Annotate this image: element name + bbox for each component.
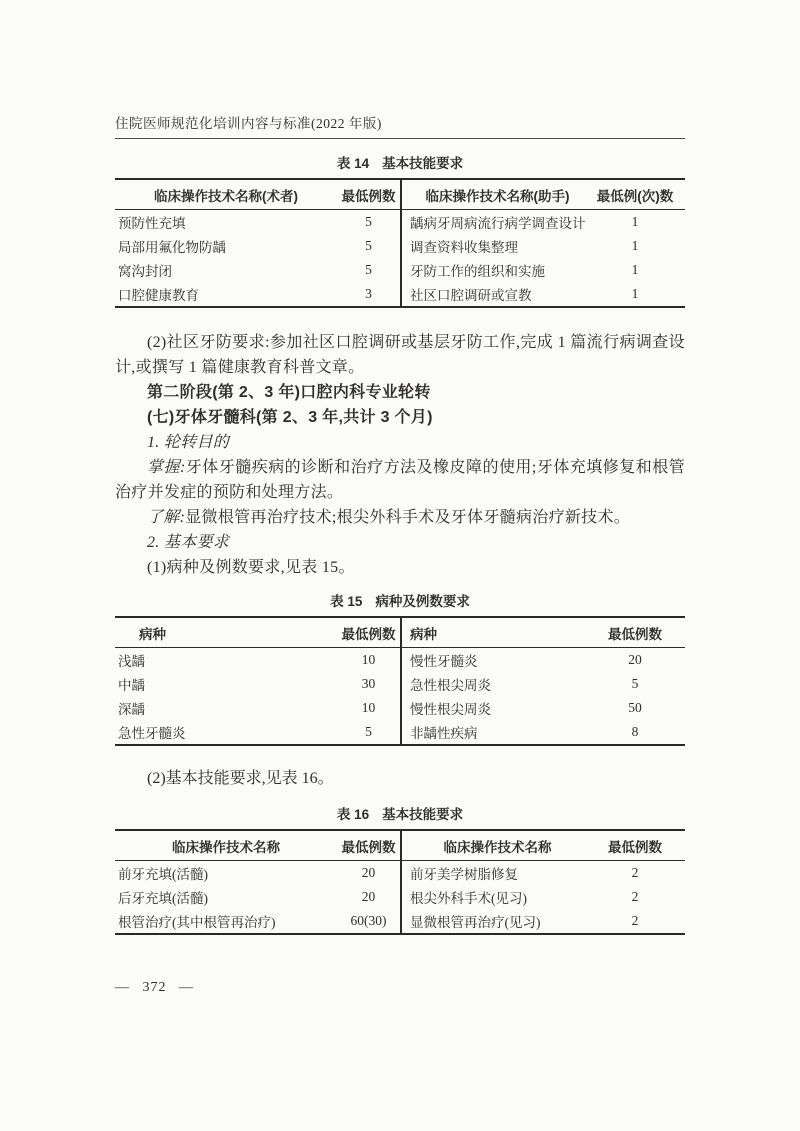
subheading-text: 1. 轮转目的 — [147, 434, 230, 451]
table-15-left-header-row — [115, 618, 400, 648]
table-cell: 10 — [361, 652, 376, 667]
table-row — [115, 648, 400, 672]
table-cell: 根尖外科手术(见习) — [410, 891, 527, 906]
table-row — [115, 861, 400, 885]
table-cell: 20 — [361, 889, 376, 904]
column-header: 临床操作技术名称(助手) — [425, 188, 570, 204]
heading-dept-endodontics — [115, 405, 685, 430]
table-row — [402, 885, 685, 909]
lead-in-master: 掌握: — [147, 459, 186, 476]
column-header: 最低例数 — [608, 626, 662, 642]
subheading-text: 2. 基本要求 — [147, 534, 230, 551]
paragraph-community-requirement — [115, 330, 685, 380]
paragraph-see-table-16 — [115, 766, 685, 791]
table-cell: 龋病牙周病流行病学调查设计 — [410, 216, 585, 231]
table-cell: 后牙充填(活髓) — [118, 891, 208, 906]
paragraph-master — [115, 455, 685, 505]
table-cell: 8 — [631, 724, 639, 739]
table-row — [115, 720, 400, 744]
table-cell: 20 — [361, 865, 376, 880]
table-row — [402, 720, 685, 744]
table-row — [115, 282, 400, 306]
table-cell: 浅龋 — [118, 654, 145, 669]
heading-text: 第二阶段(第 2、3 年)口腔内科专业轮转 — [147, 384, 431, 401]
table-14-caption — [115, 154, 685, 173]
running-head — [115, 114, 685, 139]
table-cell: 60(30) — [350, 913, 387, 928]
table-15-right-half — [400, 618, 685, 744]
table-cell: 前牙充填(活髓) — [118, 867, 208, 882]
paragraph-text: 显微根管再治疗技术;根尖外科手术及牙体牙髓病治疗新技术。 — [185, 509, 631, 526]
table-cell: 50 — [628, 700, 642, 715]
subheading-basic-requirements — [115, 530, 685, 555]
column-header: 最低例数 — [341, 188, 396, 204]
paragraph-text: 牙体牙髓疾病的诊断和治疗方法及橡皮障的使用;牙体充填修复和根管治疗并发症的预防和处理方法。 — [115, 459, 685, 501]
table-16-left-half — [115, 831, 400, 933]
heading-stage-2 — [115, 380, 685, 405]
table-cell: 5 — [365, 724, 372, 739]
table-row — [402, 282, 685, 306]
table-cell: 慢性根尖周炎 — [410, 702, 491, 717]
column-header: 临床操作技术名称 — [172, 839, 280, 855]
table-15-caption-label: 表 15 — [330, 594, 363, 609]
paragraph-text: (2)基本技能要求,见表 16。 — [147, 770, 334, 787]
table-cell: 10 — [361, 700, 376, 715]
table-row — [115, 258, 400, 282]
table-cell: 窝沟封闭 — [118, 264, 172, 279]
running-head-text: 住院医师规范化培训内容与标准(2022 年版) — [115, 116, 382, 131]
table-cell: 社区口腔调研或宣教 — [410, 288, 532, 303]
table-14-section — [115, 154, 685, 308]
table-cell: 1 — [631, 262, 639, 277]
body-copy-2 — [115, 766, 685, 791]
column-header: 病种 — [410, 626, 437, 642]
table-14-caption-title: 基本技能要求 — [382, 156, 464, 171]
paragraph-text: (1)病种及例数要求,见表 15。 — [147, 559, 355, 576]
column-header: 最低例数 — [341, 626, 396, 642]
table-cell: 5 — [631, 676, 639, 691]
column-header: 最低例数 — [341, 839, 396, 855]
body-copy — [115, 330, 685, 580]
table-row — [402, 672, 685, 696]
table-15-section — [115, 592, 685, 746]
table-14-left-header-row — [115, 180, 400, 210]
paragraph-see-table-15 — [115, 555, 685, 580]
heading-text: (七)牙体牙髓科(第 2、3 年,共计 3 个月) — [147, 409, 433, 426]
table-cell: 口腔健康教育 — [118, 288, 199, 303]
table-cell: 根管治疗(其中根管再治疗) — [118, 915, 276, 930]
table-row — [115, 909, 400, 933]
table-cell: 前牙美学树脂修复 — [410, 867, 518, 882]
table-row — [115, 234, 400, 258]
table-15-right-header-row — [402, 618, 685, 648]
table-cell: 预防性充填 — [118, 216, 186, 231]
table-row — [402, 648, 685, 672]
table-row — [402, 234, 685, 258]
column-header: 最低例数 — [608, 839, 662, 855]
table-row — [402, 909, 685, 933]
table-cell: 2 — [631, 889, 639, 904]
table-16-caption-title: 基本技能要求 — [382, 807, 464, 822]
table-row — [115, 210, 400, 234]
table-row — [115, 885, 400, 909]
table-15-caption — [115, 592, 685, 611]
table-14-left-half — [115, 180, 400, 306]
table-cell: 慢性牙髓炎 — [410, 654, 478, 669]
paragraph-text: (2)社区牙防要求:参加社区口腔调研或基层牙防工作,完成 1 篇流行病调查设计,或撰写 1 篇健康教育科普文章。 — [115, 334, 685, 376]
table-14-caption-label: 表 14 — [336, 156, 370, 171]
column-header: 临床操作技术名称 — [443, 839, 552, 855]
table-16-caption — [115, 805, 685, 824]
table-cell: 1 — [631, 214, 639, 229]
column-header: 最低例(次)数 — [596, 188, 674, 204]
subheading-rotation-purpose — [115, 430, 685, 455]
table-cell: 5 — [365, 214, 372, 229]
table-row — [402, 258, 685, 282]
paragraph-understand — [115, 505, 685, 530]
table-14 — [115, 178, 685, 308]
table-row — [402, 861, 685, 885]
table-row — [402, 696, 685, 720]
table-cell: 牙防工作的组织和实施 — [410, 264, 545, 279]
table-cell: 5 — [365, 238, 372, 253]
table-16-left-header-row — [115, 831, 400, 861]
table-16-caption-label: 表 16 — [336, 807, 370, 822]
page-footer — [115, 980, 685, 996]
table-cell: 深龋 — [118, 702, 145, 717]
table-cell: 3 — [365, 286, 372, 301]
table-cell: 急性根尖周炎 — [410, 678, 491, 693]
table-cell: 显微根管再治疗(见习) — [410, 915, 541, 930]
table-14-right-header-row — [402, 180, 685, 210]
table-cell: 1 — [631, 238, 639, 253]
column-header: 病种 — [139, 626, 166, 642]
table-row — [115, 672, 400, 696]
column-header: 临床操作技术名称(术者) — [154, 188, 298, 204]
table-cell: 局部用氟化物防龋 — [118, 240, 226, 255]
table-15-caption-title: 病种及例数要求 — [375, 594, 470, 609]
table-cell: 30 — [361, 676, 376, 691]
table-16-right-half — [400, 831, 685, 933]
table-cell: 调查资料收集整理 — [410, 240, 518, 255]
table-16-section — [115, 805, 685, 935]
table-row — [402, 210, 685, 234]
table-15-left-half — [115, 618, 400, 744]
table-cell: 中龋 — [118, 678, 145, 693]
table-cell: 2 — [631, 913, 639, 928]
table-cell: 2 — [631, 865, 639, 880]
table-14-right-half — [400, 180, 685, 306]
table-row — [115, 696, 400, 720]
table-cell: 非龋性疾病 — [410, 726, 478, 741]
table-16 — [115, 829, 685, 935]
table-cell: 1 — [631, 286, 639, 301]
table-cell: 5 — [365, 262, 372, 277]
table-15 — [115, 616, 685, 746]
page-number: — 372 — — [115, 980, 194, 995]
table-cell: 急性牙髓炎 — [118, 726, 186, 741]
table-16-right-header-row — [402, 831, 685, 861]
lead-in-understand: 了解: — [147, 509, 186, 526]
table-cell: 20 — [628, 652, 642, 667]
